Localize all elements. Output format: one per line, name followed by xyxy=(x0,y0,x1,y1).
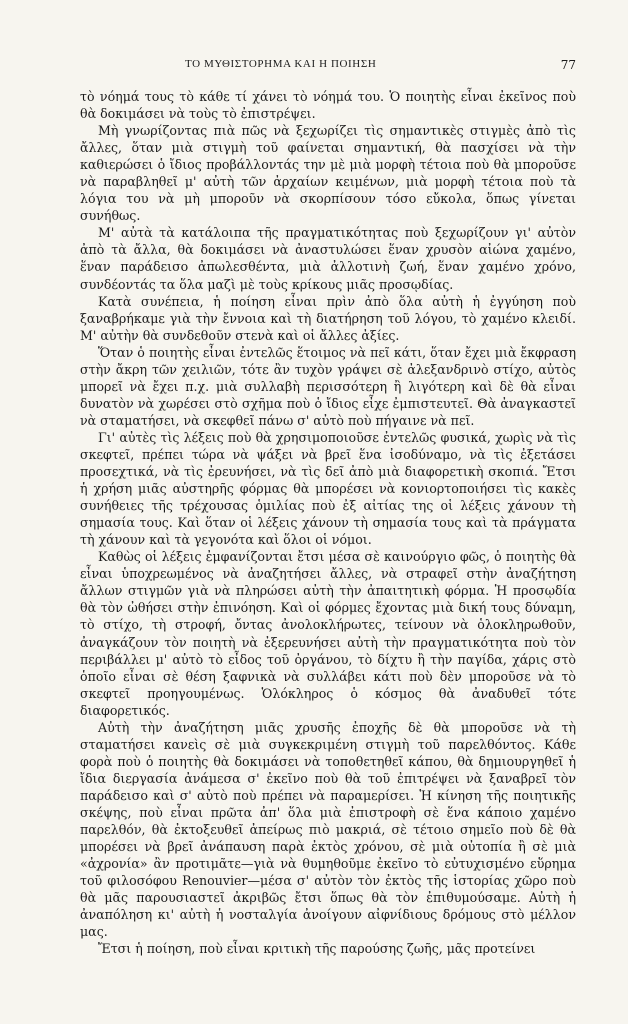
paragraph: Καθὼς οἱ λέξεις ἐμφανίζονται ἔτσι μέσα σὲ καινούργιο φῶς, ὁ ποιητὴς θὰ εἶναι ὑποχρεωμένος νὰ ἀναζητήσει ἄλλες, νὰ στραφεῖ στὴν ἀναζήτηση ἄλλων στιγμῶν γιὰ νὰ πληρώσει αὐτὴ τὴν ἀπαιτητικὴ φόρμα. Ἡ προσῳδία θὰ τὸν ὠθήσει στὴν ἐπινόηση. Καὶ οἱ φόρμες ἔχοντας μιὰ δική τους δύναμη, τὸ στίχο, τὴ στροφή, ὄντας ἀνολοκλήρωτες, τείνουν νὰ ὁλοκληρωθοῦν, ἀναγκάζουν τὸν ποιητὴ νὰ ἐξερευνήσει αὐτὴ τὴν πραγματικότητα ποὺ τὸν περιβάλλει μ' αὐτὸ τὸ εἶδος τοῦ ὀργάνου, τὸ δίχτυ ἢ τὴν παγίδα, χάρις στὸ ὁποῖο εἶναι σὲ θέση ξαφνικὰ νὰ συλλάβει κάτι ποὺ δὲν μποροῦσε νὰ τὸ σκεφτεῖ προηγουμένως. Ὁλόκληρος ὁ κόσμος θὰ ἀναδυθεῖ τότε διαφορετικός. xyxy=(80,549,576,718)
paragraph: Μ' αὐτὰ τὰ κατάλοιπα τῆς πραγματικότητας ποὺ ξεχωρίζουν γι' αὐτὸν ἀπὸ τὰ ἄλλα, θὰ δοκιμάσει νὰ ἀναστυλώσει ἕναν χρυσὸν αἰώνα χαμένο, ἕναν παράδεισο ἀπωλεσθέντα, μιὰ ἀλλοτινὴ ζωή, ἕναν χαμένο χρόνο, συνδέοντάς τα ὅλα μαζὶ μὲ τοὺς κρίκους μιᾶς προσῳδίας. xyxy=(80,225,576,292)
body-text xyxy=(80,88,576,957)
paragraph: Μὴ γνωρίζοντας πιὰ πῶς νὰ ξεχωρίζει τὶς σημαντικὲς στιγμὲς ἀπὸ τὶς ἄλλες, ὅταν μιὰ στιγμὴ τοῦ φαίνεται σημαντική, θὰ πασχίσει νὰ τὴν καθιερώσει ὁ ἴδιος προβάλλοντάς την μὲ μιὰ μορφὴ τέτοια ποὺ θὰ μποροῦσε νὰ παραβληθεῖ μ' αὐτὴ τῶν ἀρχαίων κειμένων, μιὰ μορφὴ τέτοια ποὺ τὰ λόγια του νὰ μὴ μποροῦν νὰ σκορπίσουν τόσο εὔκολα, ὅπως γίνεται συνήθως. xyxy=(80,123,576,224)
paragraph: Ὅταν ὁ ποιητὴς εἶναι ἐντελῶς ἕτοιμος νὰ πεῖ κάτι, ὅταν ἔχει μιὰ ἔκφραση στὴν ἄκρη τῶν χειλιῶν, τότε ἂν τυχὸν γράψει σὲ ἀλεξανδρινὸ στίχο, αὐτὸς μπορεῖ νὰ ἔχει π.χ. μιὰ συλλαβὴ περισσότερη ἢ λιγότερη καὶ δὲ θὰ εἶναι δυνατὸν νὰ χωρέσει στὸ σχῆμα ποὺ ὁ ἴδιος εἶχε ἐμπιστευτεῖ. Θὰ ἀναγκαστεῖ νὰ σταματήσει, νὰ σκεφθεῖ πάνω σ' αὐτὸ ποὺ πήγαινε νὰ πεῖ. xyxy=(80,344,576,428)
page-number: 77 xyxy=(560,58,576,72)
paragraph: Ἔτσι ἡ ποίηση, ποὺ εἶναι κριτικὴ τῆς παρούσης ζωῆς, μᾶς προτείνει xyxy=(98,941,536,957)
paragraph: Κατὰ συνέπεια, ἡ ποίηση εἶναι πρὶν ἀπὸ ὅλα αὐτὴ ἡ ἐγγύηση ποὺ ξαναβρήκαμε γιὰ τὴν ἔννοια καὶ τὴ διατήρηση τοῦ λόγου, τὸ χαμένο κλειδί. Μ' αὐτὴν θὰ συνδεθοῦν στενὰ καὶ οἱ ἄλλες ἀξίες. xyxy=(80,293,576,343)
running-title: ΤΟ ΜΥΘΙΣΤΟΡΗΜΑ ΚΑΙ Η ΠΟΙΗΣΗ xyxy=(185,58,377,70)
paragraph: τὸ νόημά τους τὸ κάθε τί χάνει τὸ νόημά του. Ὁ ποιητὴς εἶναι ἐκεῖνος ποὺ θὰ δοκιμάσει νὰ τοὺς τὸ ἐπιστρέψει. xyxy=(80,89,576,122)
running-head xyxy=(80,58,576,88)
paragraph: Γι' αὐτὲς τὶς λέξεις ποὺ θὰ χρησιμοποιοῦσε ἐντελῶς φυσικά, χωρὶς νὰ τὶς σκεφτεῖ, πρέπει τώρα νὰ ψάξει νὰ βρεῖ ἕνα ἰσοδύναμο, νὰ τὶς ἐξετάσει προσεχτικά, νὰ τὶς ἐρευνήσει, νὰ τὶς δεῖ ἀπὸ μιὰ διαφορετικὴ σκοπιά. Ἔτσι ἡ χρήση μιᾶς αὐστηρῆς φόρμας θὰ μπορέσει νὰ κονιορτοποιήσει τὶς κακὲς συνήθειες τῆς τρέχουσας ὁμιλίας ποὺ ἐξ αἰτίας της οἱ λέξεις χάνουν τὴ σημασία τους. Καὶ ὅταν οἱ λέξεις χάνουν τὴ σημασία τους καὶ τὰ πράγματα τὴ χάνουν καὶ τὰ γεγονότα καὶ ὅλοι οἱ νόμοι. xyxy=(80,429,576,548)
paragraph: Αὐτὴ τὴν ἀναζήτηση μιᾶς χρυσῆς ἐποχῆς δὲ θὰ μποροῦσε νὰ τὴ σταματήσει κανεὶς σὲ μιὰ συγκεκριμένη στιγμὴ τοῦ παρελθόντος. Κάθε φορὰ ποὺ ὁ ποιητὴς θὰ δοκιμάσει νὰ τοποθετηθεῖ κάπου, θὰ δημιουργηθεῖ ἡ ἴδια διεργασία ἀνάμεσα σ' ἐκεῖνο ποὺ θὰ τοῦ ἐπιτρέψει νὰ ξαναβρεῖ τὸν παράδεισο καὶ σ' αὐτὸ ποὺ πρέπει νὰ παραμερίσει. Ἡ κίνηση τῆς ποιητικῆς σκέψης, ποὺ εἶναι πρῶτα ἀπ' ὅλα μιὰ ἐπιστροφὴ σὲ ἕνα κάποιο χαμένο παρελθόν, θὰ ἐκτοξευθεῖ ἀπείρως πιὸ μακριά, σὲ τέτοιο σημεῖο ποὺ δὲ θὰ μπορέσει νὰ βρεῖ ἀνάπαυση παρὰ ἐκτὸς χρόνου, σὲ μιὰ οὐτοπία ἢ σὲ μιὰ «ἀχρονία» ἂν προτιμᾶτε—γιὰ νὰ θυμηθοῦμε ἐκεῖνο τὸ εὐτυχισμένο εὕρημα τοῦ φιλοσόφου Renouvier—μέσα σ' αὐτὸν τὸν ἐκτὸς τῆς ἱστορίας χῶρο ποὺ θὰ μᾶς παρουσιαστεῖ ἀκριβῶς ἔτσι ὅπως θὰ τὸν ἐπιθυμούσαμε. Αὐτὴ ἡ ἀναπόληση κι' αὐτὴ ἡ νοσταλγία ἀνοίγουν αἰφνίδιους δρόμους στὸ μέλλον μας. xyxy=(80,719,576,940)
